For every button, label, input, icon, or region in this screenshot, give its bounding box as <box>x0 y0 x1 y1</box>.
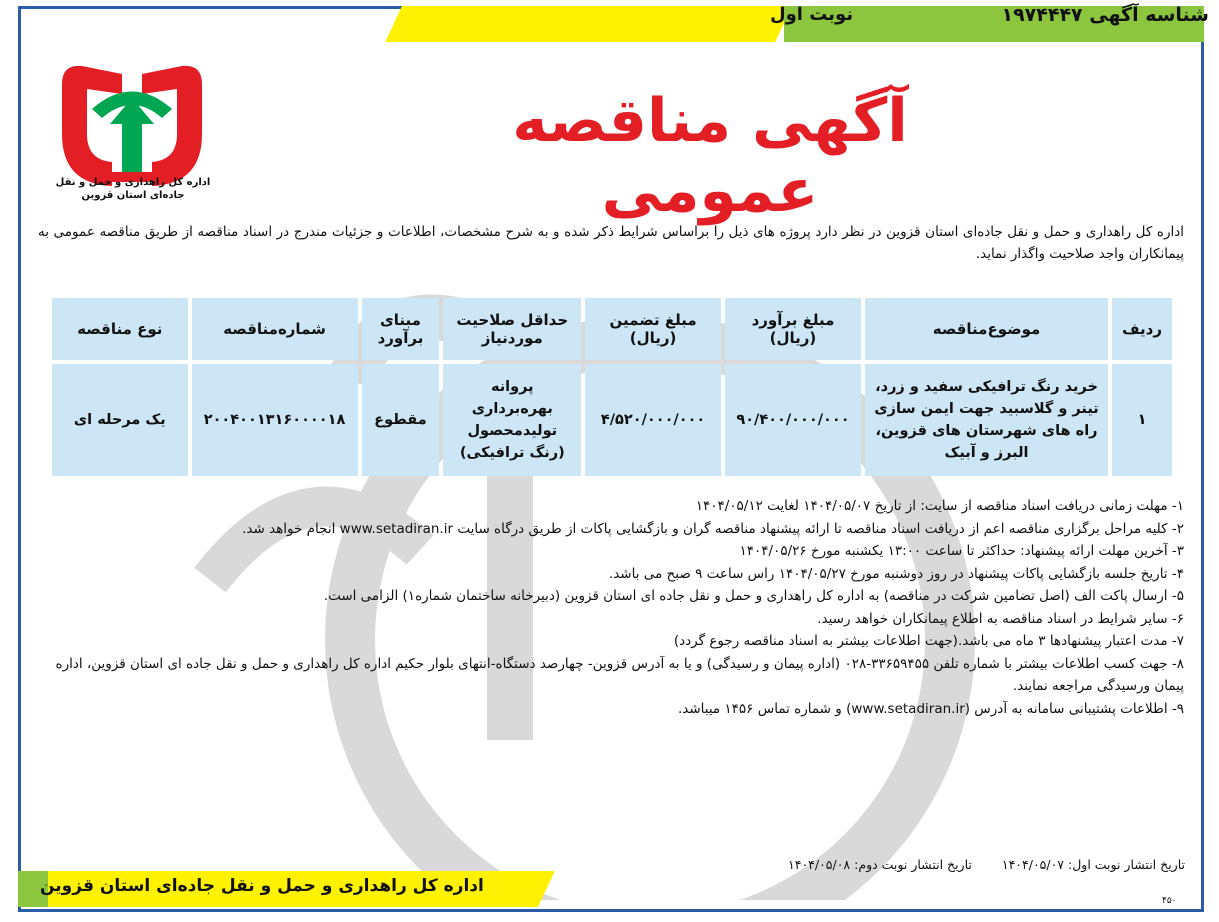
col-qualification: حداقل صلاحیت مورد‌نیاز <box>443 298 581 360</box>
list-item: ۳- آخرین مهلت ارائه پیشنهاد: حداکثر تا ساعت ۱۳:۰۰ یکشنبه مورخ ۱۴۰۴/۰۵/۲۶ <box>739 543 1184 559</box>
col-subject: موضوع‌مناقصه <box>865 298 1108 360</box>
cell-guarantee: ۴/۵۲۰/۰۰۰/۰۰۰ <box>585 364 721 476</box>
logo-caption <box>44 176 222 202</box>
cell-tender-type: یک مرحله ای <box>52 364 188 476</box>
table-header-row <box>52 298 1172 360</box>
list-item: ۱- مهلت زمانی دریافت اسناد مناقصه از سایت: از تاریخ ۱۴۰۴/۰۵/۰۷ لغایت ۱۴۰۴/۰۵/۱۲ <box>695 498 1184 514</box>
cell-tender-number: ۲۰۰۴۰۰۱۳۱۶۰۰۰۰۱۸ <box>192 364 358 476</box>
cell-estimate: ۹۰/۴۰۰/۰۰۰/۰۰۰ <box>725 364 861 476</box>
ad-title: آگهی مناقصه عمومی <box>512 86 908 226</box>
publish-round: نوبت اول <box>770 4 854 25</box>
col-estimate-basis: مبنای برآورد <box>362 298 440 360</box>
second-publish-date: تاریخ انتشار نوبت دوم: ۱۴۰۴/۰۵/۰۸ <box>788 857 972 872</box>
page-code: ۴۵۰ <box>1162 896 1177 906</box>
col-estimate: مبلغ برآورد (ریال) <box>725 298 861 360</box>
logo-caption-line1: اداره کل راهداری و حمل و نقل <box>55 177 211 188</box>
header-yellow-band <box>385 6 792 42</box>
logo-caption-line2: جاده‌ای استان قزوین <box>81 190 185 201</box>
list-item: ۲- کلیه مراحل برگزاری مناقصه اعم از دریافت اسناد مناقصه تا ارائه پیشنهاد مناقصه گران و بازگشایی پاکات از طریق درگاه سایت www.setadiran.ir انجام خواهد شد. <box>242 520 1184 537</box>
footer-org-name: اداره کل راهداری و حمل و نقل جاده‌ای استان قزوین <box>40 876 484 896</box>
conditions-list <box>38 495 1184 720</box>
col-tender-number: شماره‌مناقصه <box>192 298 358 360</box>
cell-qualification: پروانه بهره‌برداری تولیدمحصول (رنگ ترافیکی) <box>443 364 581 476</box>
first-publish-date: تاریخ انتشار نوبت اول: ۱۴۰۴/۰۵/۰۷ <box>1001 857 1185 872</box>
table-row <box>52 364 1172 476</box>
list-item: ۵- ارسال پاکت الف (اصل تضامین شرکت در مناقصه) به اداره کل راهداری و حمل و نقل جاده ای استان قزوین (دبیرخانه ساختمان شماره۱) الزامی است. <box>323 588 1184 604</box>
list-item: ۸- جهت کسب اطلاعات بیشتر با شماره تلفن ۳۳۶۵۹۴۵۵-۰۲۸ (اداره پیمان و رسیدگی) و یا به آدرس قزوین- چهارصد دستگاه-انتهای بلوار حکیم اداره کل راهداری و حمل و نقل جاده ای استان قزوین، اداره پیمان ورسیدگی مراجعه نمایند. <box>55 655 1184 694</box>
list-item: ۷- مدت اعتبار پیشنهادها ۳ ماه می باشد.(جهت اطلاعات بیشتر به اسناد مناقصه رجوع گردد) <box>673 633 1184 649</box>
list-item: ۶- سایر شرایط در اسناد مناقصه به اطلاع پیمانکاران خواهد رسید. <box>817 610 1184 627</box>
cell-row-number: ۱ <box>1112 364 1172 476</box>
col-guarantee: مبلغ تضمین (ریال) <box>585 298 721 360</box>
list-item: ۹- اطلاعات پشتیبانی سامانه به آدرس (www.setadiran.ir) و شماره تماس ۱۴۵۶ میباشد. <box>677 700 1184 717</box>
publish-dates <box>680 857 1185 872</box>
ad-id: شناسه آگهی ۱۹۷۴۴۴۷ <box>1001 4 1209 26</box>
tender-table <box>48 294 1176 480</box>
col-tender-type: نوع مناقصه <box>52 298 188 360</box>
cell-estimate-basis: مقطوع <box>362 364 440 476</box>
list-item: ۴- تاریخ جلسه بازگشایی پاکات پیشنهاد در روز دوشنبه مورخ ۱۴۰۴/۰۵/۲۷ راس ساعت ۹ صبح می باشد. <box>608 565 1184 582</box>
col-row-number: ردیف <box>1112 298 1172 360</box>
cell-subject: خرید رنگ ترافیکی سفید و زرد، تینر و گلاسبید جهت ایمن سازی راه های شهرستان های قزوین، البرز و آبیک <box>865 364 1108 476</box>
intro-paragraph: اداره کل راهداری و حمل و نقل جاده‌ای استان قزوین در نظر دارد پروژه های ذیل را براساس شرایط ذکر شده و به شرح مشخصات، اطلاعات و جزئیات مندرج در اسناد مناقصه از طریق مناقصه عمومی به پیمانکاران واجد صلاحیت واگذار نماید. <box>38 224 1184 262</box>
